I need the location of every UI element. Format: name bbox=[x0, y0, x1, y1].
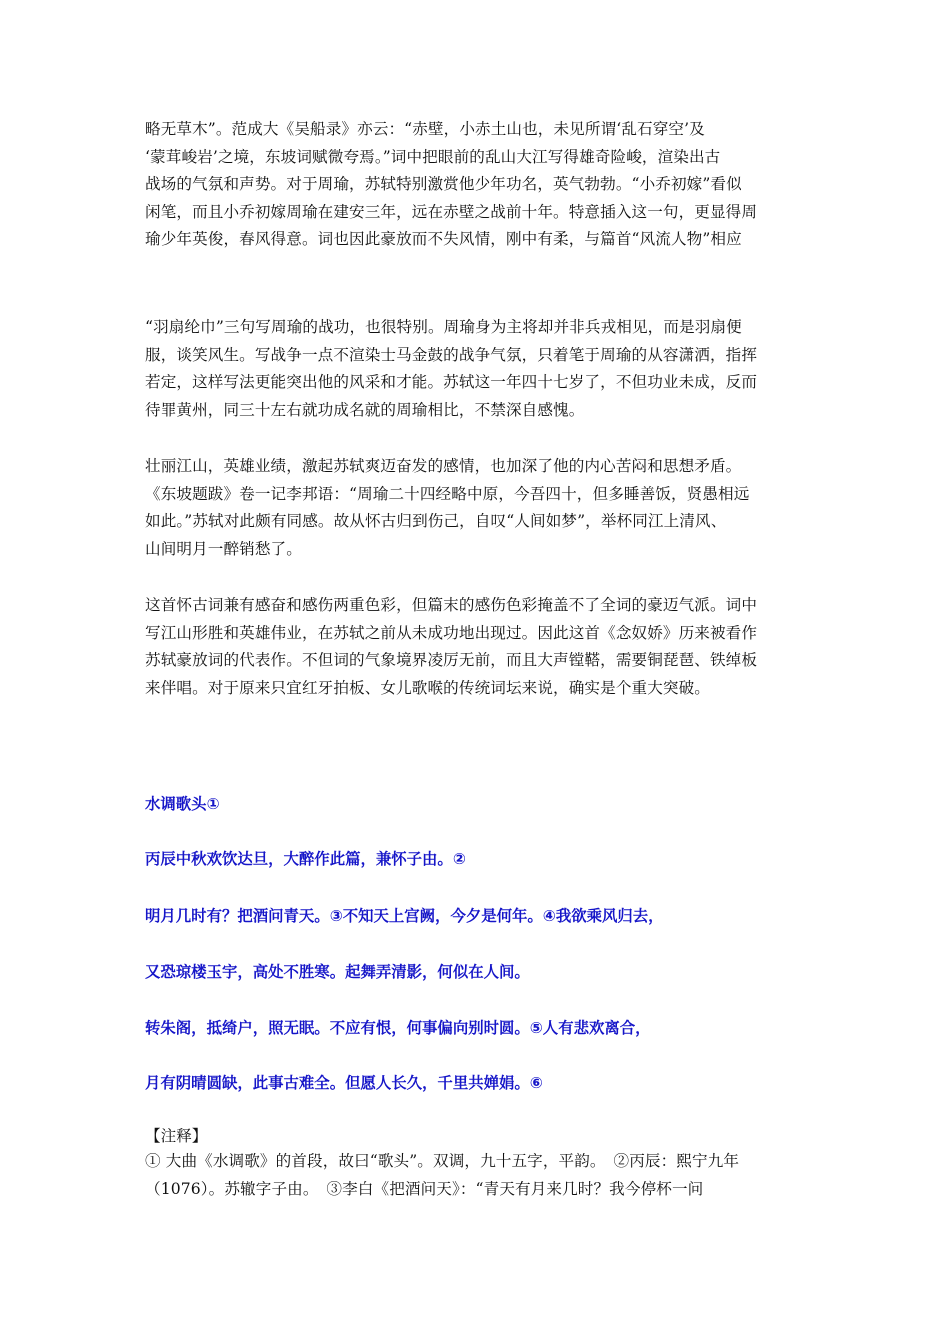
text-line: 山间明月一醉销愁了。 bbox=[145, 539, 302, 558]
text-line: 这首怀古词兼有感奋和感伤两重色彩，但篇末的感伤色彩掩盖不了全词的豪迈气派。词中 bbox=[145, 596, 758, 614]
text-line: 服，谈笑风生。写战争一点不渲染士马金鼓的战争气氛，只着笔于周瑜的从容潇洒，指挥 bbox=[145, 345, 758, 364]
paragraph-su-shi-feelings bbox=[145, 453, 810, 563]
paragraph-chibi-scenery bbox=[145, 116, 810, 254]
poem-preface: 丙辰中秋欢饮达旦，大醉作此篇，兼怀子由。② bbox=[145, 850, 466, 868]
note-line: （1076）。苏辙字子由。 ③李白《把酒问天》：“青天有月来几时？我今停杯一问 bbox=[145, 1179, 704, 1198]
text-line: 瑜少年英俊，春风得意。词也因此豪放而不失风情，刚中有柔，与篇首“风流人物”相应 bbox=[145, 230, 742, 248]
notes-body bbox=[145, 1148, 810, 1203]
text-line: 待罪黄州，同三十左右就功成名就的周瑜相比，不禁深自感愧。 bbox=[145, 400, 585, 419]
note-line: ① 大曲《水调歌》的首段，故曰“歌头”。双调，九十五字，平韵。 ②丙辰：熙宁九年 bbox=[145, 1152, 740, 1170]
text-line: 壮丽江山，英雄业绩，激起苏轼爽迈奋发的感情，也加深了他的内心苦闷和思想矛盾。 bbox=[145, 457, 742, 475]
poem-line: 转朱阁，抵绮户，照无眠。不应有恨，何事偏向别时圆。⑤人有悲欢离合， bbox=[145, 1019, 651, 1037]
text-line: 苏轼豪放词的代表作。不但词的气象境界凌厉无前，而且大声镗鞳，需要铜琵琶、铁绰板 bbox=[145, 651, 758, 669]
paragraph-haofang-style bbox=[145, 592, 810, 702]
text-line: 战场的气氛和声势。对于周瑜，苏轼特别激赏他少年功名，英气勃勃。“小乔初嫁”看似 bbox=[145, 175, 742, 193]
poem-line: 明月几时有？把酒问青天。③不知天上宫阙，今夕是何年。④我欲乘风归去， bbox=[145, 907, 664, 925]
poem-line: 月有阴晴圆缺，此事古难全。但愿人长久，千里共婵娟。⑥ bbox=[145, 1074, 543, 1092]
text-line: 如此。”苏轼对此颇有同感。故从怀古归到伤己，自叹“人间如梦”，举杯同江上清风、 bbox=[145, 512, 727, 530]
text-line: 《东坡题跋》卷一记李邦语：“周瑜二十四经略中原，今吾四十，但多睡善饭，贤愚相远 bbox=[145, 484, 750, 503]
text-line: 若定，这样写法更能突出他的风采和才能。苏轼这一年四十七岁了，不但功业未成，反而 bbox=[145, 373, 758, 391]
text-line: 来伴唱。对于原来只宜红牙拍板、女儿歌喉的传统词坛来说，确实是个重大突破。 bbox=[145, 678, 710, 697]
notes-heading: 【注释】 bbox=[145, 1127, 208, 1145]
text-line: 写江山形胜和英雄伟业，在苏轼之前从未成功地出现过。因此这首《念奴娇》历来被看作 bbox=[145, 623, 758, 642]
text-line: 闲笔，而且小乔初嫁周瑜在建安三年，远在赤壁之战前十年。特意插入这一句，更显得周 bbox=[145, 202, 758, 221]
text-line: ‘蒙茸峻岩’之境，东坡词赋微夸焉。”词中把眼前的乱山大江写得雄奇险峻，渲染出古 bbox=[145, 147, 721, 166]
poem-title: 水调歌头① bbox=[145, 795, 220, 813]
paragraph-zhou-yu-battle bbox=[145, 314, 810, 424]
text-line: 略无草木”。范成大《吴船录》亦云：“赤壁，小赤土山也，未见所谓‘乱石穿空’及 bbox=[145, 120, 705, 138]
text-line: “羽扇纶巾”三句写周瑜的战功，也很特别。周瑜身为主将却并非兵戎相见，而是羽扇便 bbox=[145, 318, 742, 336]
poem-line: 又恐琼楼玉宇，高处不胜寒。起舞弄清影，何似在人间。 bbox=[145, 963, 530, 981]
